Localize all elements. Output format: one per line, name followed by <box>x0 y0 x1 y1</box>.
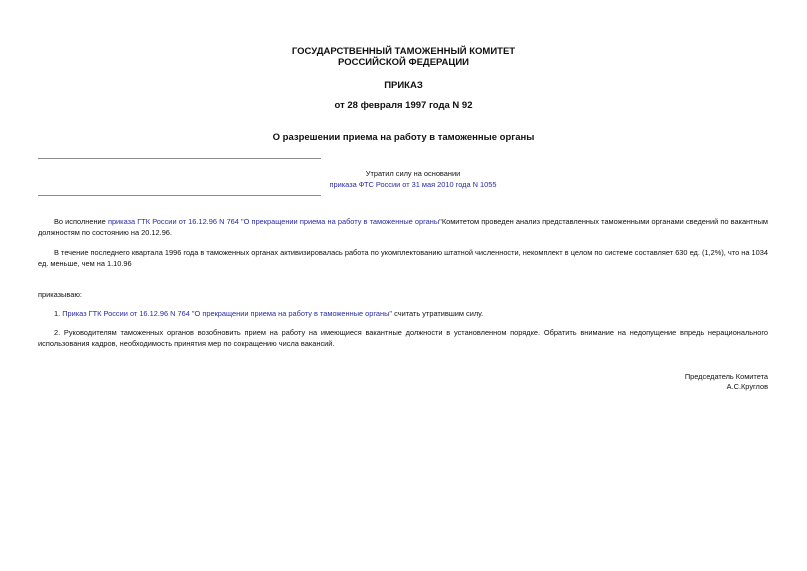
order-item-1 <box>38 309 768 320</box>
order-word: приказываю: <box>38 290 82 299</box>
organization-line-2: РОССИЙСКОЙ ФЕДЕРАЦИИ <box>337 57 469 68</box>
paragraph-1-link[interactable]: приказа ГТК России от 16.12.96 N 764 "О прекращении приема на работу в таможенные органы" <box>107 217 442 226</box>
paragraph-1-suffix: Комитетом проведен анализ представленных таможенными органами сведений по вакантным должностям по состоянию на 20.12.96. <box>38 217 768 237</box>
document-date-number: от 28 февраля 1997 года N 92 <box>334 100 473 111</box>
paragraph-2: В течение последнего квартала 1996 года в таможенных органах активизировалась работа по укомплектованию штатной численности, некомплект в целом по системе составляет 630 ед. (1,2%), что на 1034 ед. меньше, чем на 1.10.96 <box>38 248 768 268</box>
page-title: О разрешении приема на работу в таможенные органы <box>272 132 535 143</box>
status-note-link[interactable]: приказа ФТС России от 31 мая 2010 года N 1055 <box>329 180 497 189</box>
order-item-1-link[interactable]: Приказ ГТК России от 16.12.96 N 764 "О прекращении приема на работу в таможенные органы" <box>62 309 393 318</box>
divider-top <box>38 158 321 159</box>
status-note-text: Утратил силу на основании <box>365 169 461 178</box>
paragraph-1-prefix: Во исполнение <box>54 217 106 226</box>
paragraph-1 <box>38 217 768 238</box>
signature-position: Председатель Комитета <box>684 372 768 381</box>
divider-bottom <box>38 195 321 196</box>
document-type: ПРИКАЗ <box>384 80 423 91</box>
signature-name: А.С.Круглов <box>726 382 768 391</box>
organization-line-1: ГОСУДАРСТВЕННЫЙ ТАМОЖЕННЫЙ КОМИТЕТ <box>291 46 516 57</box>
order-item-2: 2. Руководителям таможенных органов возобновить прием на работу на имеющиеся вакантные должности в установленном порядке. Обратить внимание на недопущение впредь нерационального использования кадров, необходимость принятия мер по сокращению числа вакансий. <box>38 328 768 348</box>
order-item-1-number: 1. <box>54 309 61 318</box>
order-item-1-suffix: считать утратившим силу. <box>394 309 484 318</box>
